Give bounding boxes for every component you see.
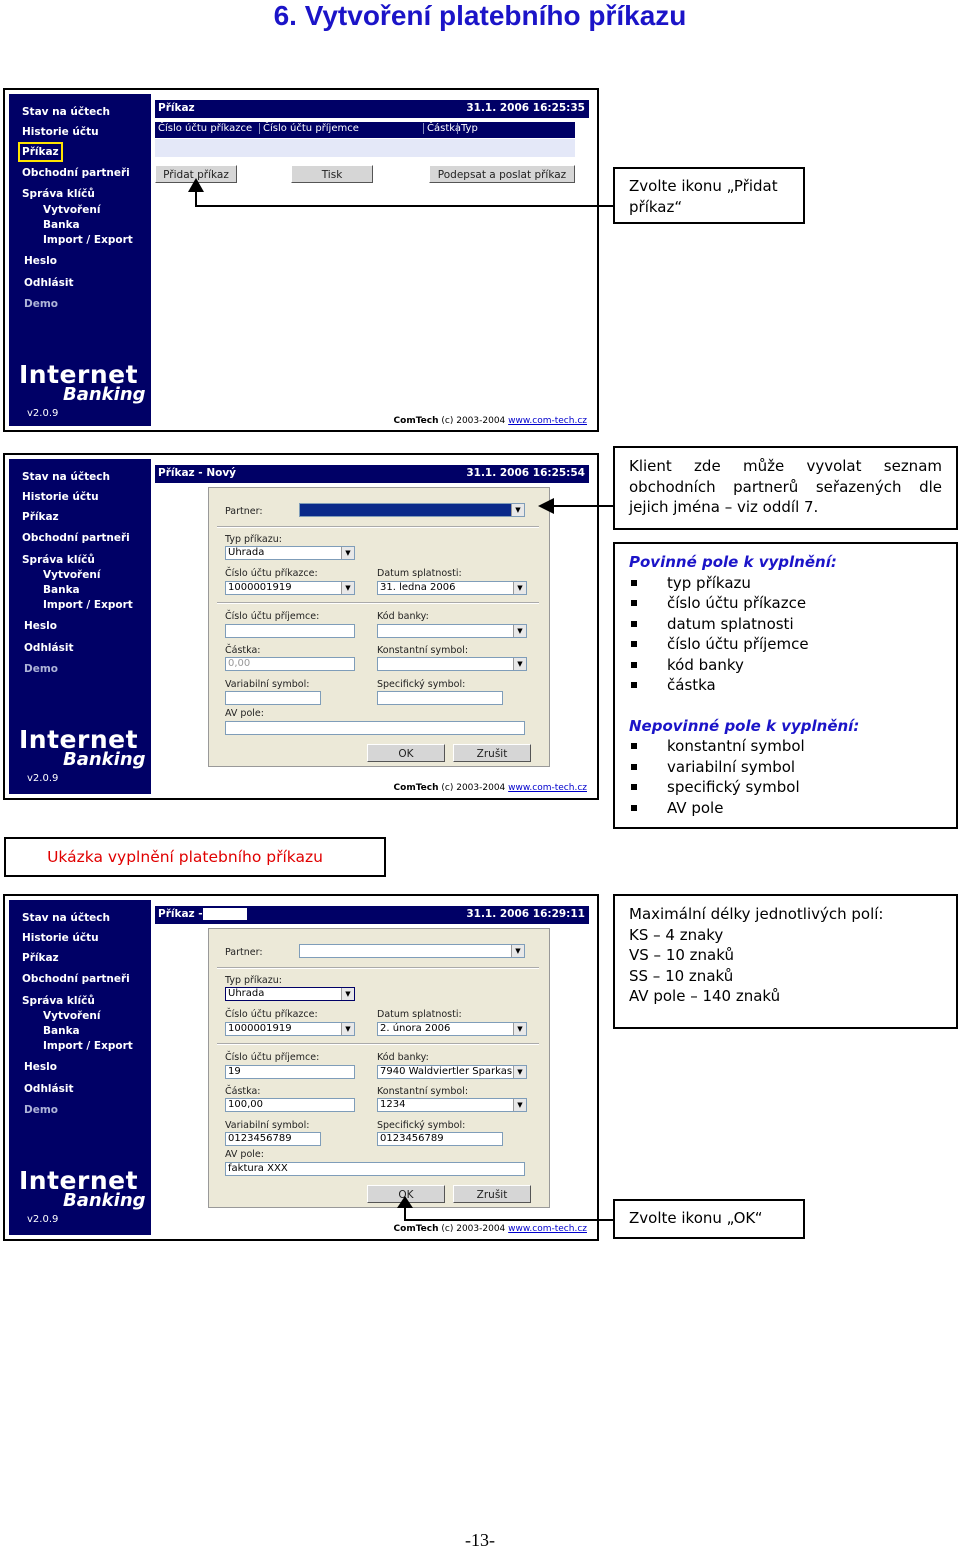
ucet-prijemce-input[interactable] (225, 624, 355, 638)
col-typ[interactable]: Typ (457, 123, 478, 134)
arrow-3-line (404, 1219, 613, 1221)
nav-odhlasit[interactable]: Odhlásit (24, 642, 74, 654)
label-datum: Datum splatnosti: (377, 1009, 462, 1020)
arrow-3-stem (404, 1206, 406, 1220)
partner-select[interactable]: ▼ (299, 944, 525, 958)
av-input[interactable] (225, 721, 525, 735)
label-kod-banky: Kód banky: (377, 611, 429, 622)
ss-input[interactable] (377, 691, 503, 705)
list-item: variabilní symbol (629, 757, 942, 778)
kod-banky-select[interactable]: ▼ (377, 624, 527, 638)
list-item: částka (629, 675, 942, 696)
header-title-blank (203, 908, 247, 920)
header-date: 31.1. 2006 16:25:35 (466, 102, 585, 114)
ucet-prijemce-input[interactable]: 19 (225, 1065, 355, 1079)
nav-prikaz[interactable]: Příkaz (22, 511, 59, 523)
list-item: číslo účtu příkazce (629, 593, 942, 614)
sidebar (9, 94, 151, 426)
list-item: typ příkazu (629, 573, 942, 594)
version: v2.0.9 (27, 408, 59, 419)
arrow-3-head (397, 1196, 413, 1208)
nav-partneri[interactable]: Obchodní partneři (22, 167, 130, 179)
nav-odhlasit[interactable]: Odhlásit (24, 1083, 74, 1095)
brand-internet: Internet (19, 1166, 139, 1195)
header-title: Příkaz - Nový (158, 467, 237, 479)
nav-vytvoreni[interactable]: Vytvoření (43, 204, 101, 216)
note-add-order: Zvolte ikonu „Přidat příkaz“ (613, 167, 805, 224)
nav-stav[interactable]: Stav na účtech (22, 106, 110, 118)
ks-select[interactable]: 1234 ▼ (377, 1098, 527, 1112)
nav-partneri[interactable]: Obchodní partneři (22, 973, 130, 985)
nav-heslo[interactable]: Heslo (24, 255, 57, 267)
required-list (629, 573, 942, 696)
list-item: specifický symbol (629, 777, 942, 798)
header-bar (155, 100, 589, 118)
optional-list (629, 736, 942, 818)
label-av: AV pole: (225, 708, 264, 719)
label-kod-banky: Kód banky: (377, 1052, 429, 1063)
divider (217, 1043, 539, 1045)
nav-sprava[interactable]: Správa klíčů (22, 995, 95, 1007)
label-ks: Konstantní symbol: (377, 1086, 469, 1097)
screenshot-new-order (3, 453, 599, 800)
order-form (208, 487, 550, 767)
nav-demo[interactable]: Demo (24, 663, 58, 675)
version: v2.0.9 (27, 1214, 59, 1225)
note-ok: Zvolte ikonu „OK“ (613, 1199, 805, 1239)
col-ucet-prijemce[interactable]: Číslo účtu příjemce (259, 123, 359, 134)
brand-internet: Internet (19, 725, 139, 754)
add-order-button[interactable]: Přidat příkaz (155, 165, 237, 183)
label-partner: Partner: (225, 506, 263, 517)
ucet-prikazce-select[interactable]: 1000001919 ▼ (225, 1022, 355, 1036)
optional-heading: Nepovinné pole k vyplnění: (629, 716, 860, 735)
brand-banking: Banking (63, 384, 146, 405)
nav-historie[interactable]: Historie účtu (22, 491, 99, 503)
label-ss: Specifický symbol: (377, 679, 466, 690)
page-title: 6. Vytvoření platebního příkazu (273, 0, 687, 31)
screenshot-filled-order (3, 894, 599, 1241)
brand-banking: Banking (63, 1190, 146, 1211)
vs-input[interactable] (225, 691, 321, 705)
ok-button[interactable]: OK (367, 744, 445, 762)
note-max-lengths: Maximální délky jednotlivých polí: KS – 4 znaky VS – 10 znaků SS – 10 znaků AV pole – 140 znaků (613, 894, 958, 1029)
header-title: Příkaz (158, 102, 195, 114)
label-ucet-prijemce: Číslo účtu příjemce: (225, 611, 320, 622)
label-castka: Částka: (225, 1086, 261, 1097)
label-vs: Variabilní symbol: (225, 679, 310, 690)
label-ucet-prijemce: Číslo účtu příjemce: (225, 1052, 320, 1063)
label-typ: Typ příkazu: (225, 975, 282, 986)
sign-send-button[interactable]: Podepsat a poslat příkaz (429, 165, 575, 183)
sidebar (9, 459, 151, 794)
arrow-1-head (188, 178, 204, 192)
ok-button[interactable]: OK (367, 1185, 445, 1203)
cancel-button[interactable]: Zrušit (453, 1185, 531, 1203)
nav-banka[interactable]: Banka (43, 584, 80, 596)
list-item: číslo účtu příjemce (629, 634, 942, 655)
nav-demo[interactable]: Demo (24, 298, 58, 310)
col-ucet-prikazce[interactable]: Číslo účtu příkazce (158, 123, 253, 134)
list-item: kód banky (629, 655, 942, 676)
brand-internet: Internet (19, 360, 139, 389)
header-bar (155, 906, 589, 924)
nav-stav[interactable]: Stav na účtech (22, 912, 110, 924)
arrow-2-line (552, 505, 613, 507)
nav-heslo[interactable]: Heslo (24, 1061, 57, 1073)
orders-table-header (155, 122, 575, 138)
nav-prikaz[interactable]: Příkaz (22, 952, 59, 964)
label-datum: Datum splatnosti: (377, 568, 462, 579)
screenshot-orders-list (3, 88, 599, 432)
sidebar (9, 900, 151, 1235)
datum-select[interactable]: 2. února 2006 ▼ (377, 1022, 527, 1036)
ss-input[interactable]: 0123456789 (377, 1132, 503, 1146)
version: v2.0.9 (27, 773, 59, 784)
header-date: 31.1. 2006 16:25:54 (466, 467, 585, 479)
header-title: Příkaz - (158, 908, 203, 920)
copyright: ComTech (c) 2003-2004 www.com-tech.cz (393, 783, 587, 793)
nav-import[interactable]: Import / Export (43, 599, 133, 611)
nav-heslo[interactable]: Heslo (24, 620, 57, 632)
ks-select[interactable]: ▼ (377, 657, 527, 671)
label-ucet-prikazce: Číslo účtu příkazce: (225, 568, 318, 579)
nav-vytvoreni[interactable]: Vytvoření (43, 1010, 101, 1022)
label-av: AV pole: (225, 1149, 264, 1160)
av-input[interactable]: faktura XXX (225, 1162, 525, 1176)
nav-demo[interactable]: Demo (24, 1104, 58, 1116)
copyright: ComTech (c) 2003-2004 www.com-tech.cz (393, 1224, 587, 1234)
castka-input[interactable]: 0,00 (225, 657, 355, 671)
brand-banking: Banking (63, 749, 146, 770)
kod-banky-select[interactable]: 7940 Waldviertler Sparkas ▼ (377, 1065, 527, 1079)
datum-select[interactable]: 31. ledna 2006 ▼ (377, 581, 527, 595)
note-fields (613, 542, 958, 829)
label-vs: Variabilní symbol: (225, 1120, 310, 1131)
nav-historie[interactable]: Historie účtu (22, 932, 99, 944)
nav-historie[interactable]: Historie účtu (22, 126, 99, 138)
divider (217, 526, 539, 528)
label-partner: Partner: (225, 947, 263, 958)
cancel-button[interactable]: Zrušit (453, 744, 531, 762)
nav-sprava[interactable]: Správa klíčů (22, 188, 95, 200)
nav-sprava[interactable]: Správa klíčů (22, 554, 95, 566)
col-castka[interactable]: Částka (423, 123, 461, 134)
nav-odhlasit[interactable]: Odhlásit (24, 277, 74, 289)
nav-banka[interactable]: Banka (43, 1025, 80, 1037)
ucet-prikazce-select[interactable]: 1000001919 ▼ (225, 581, 355, 595)
nav-stav[interactable]: Stav na účtech (22, 471, 110, 483)
orders-table-body (155, 139, 575, 157)
print-button[interactable]: Tisk (291, 165, 373, 183)
label-ks: Konstantní symbol: (377, 645, 469, 656)
vs-input[interactable]: 0123456789 (225, 1132, 321, 1146)
note-partners: Klient zde může vyvolat seznam obchodních partnerů seřazených dle jejich jména – viz oddíl 7. (613, 446, 958, 530)
header-bar (155, 465, 589, 483)
label-castka: Částka: (225, 645, 261, 656)
typ-select[interactable]: Úhrada ▼ (225, 546, 355, 560)
required-heading: Povinné pole k vyplnění: (629, 553, 837, 571)
castka-input[interactable]: 100,00 (225, 1098, 355, 1112)
page-number: -13- (465, 1530, 495, 1550)
divider (217, 967, 539, 969)
example-caption: Ukázka vyplnění platebního příkazu (4, 837, 386, 877)
nav-vytvoreni[interactable]: Vytvoření (43, 569, 101, 581)
divider (217, 602, 539, 604)
list-item: konstantní symbol (629, 736, 942, 757)
nav-banka[interactable]: Banka (43, 219, 80, 231)
nav-prikaz[interactable]: Příkaz (22, 146, 59, 158)
list-item: AV pole (629, 798, 942, 819)
arrow-1-line (195, 205, 613, 207)
nav-import[interactable]: Import / Export (43, 1040, 133, 1052)
label-typ: Typ příkazu: (225, 534, 282, 545)
partner-select[interactable]: ▼ (299, 503, 525, 517)
header-date: 31.1. 2006 16:29:11 (466, 908, 585, 920)
typ-select[interactable]: Úhrada ▼ (225, 987, 355, 1001)
nav-import[interactable]: Import / Export (43, 234, 133, 246)
arrow-2-head (538, 498, 554, 514)
copyright: ComTech (c) 2003-2004 www.com-tech.cz (393, 416, 587, 426)
nav-partneri[interactable]: Obchodní partneři (22, 532, 130, 544)
label-ucet-prikazce: Číslo účtu příkazce: (225, 1009, 318, 1020)
order-form (208, 928, 550, 1208)
label-ss: Specifický symbol: (377, 1120, 466, 1131)
list-item: datum splatnosti (629, 614, 942, 635)
